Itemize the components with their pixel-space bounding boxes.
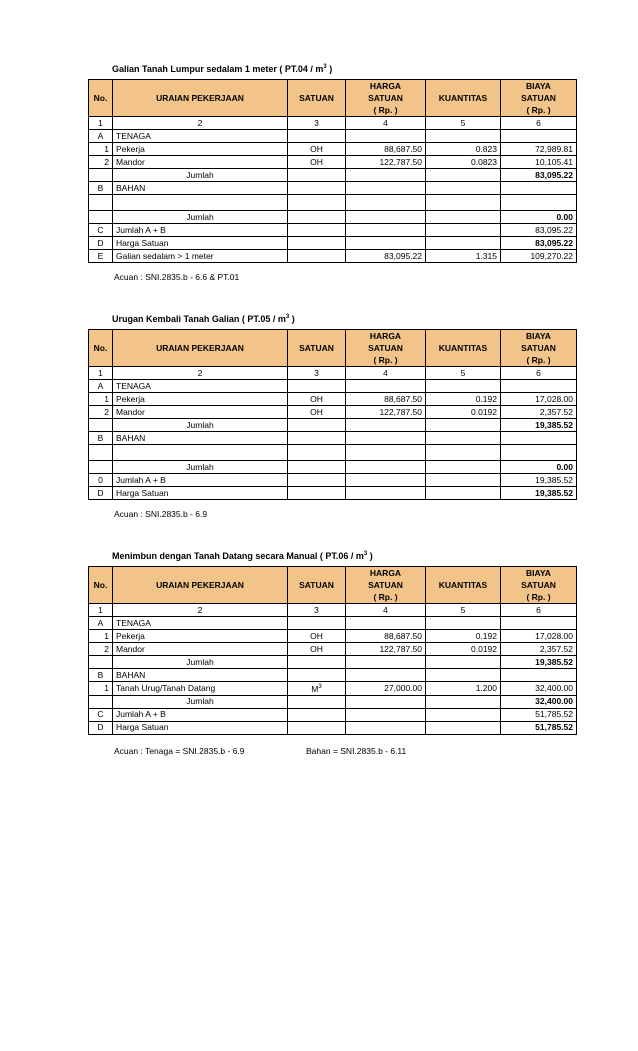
col-num: 4 [346,117,426,130]
empty-cell [288,169,346,182]
hdr-blank [113,591,288,604]
row-biaya: 17,028.00 [501,630,577,643]
table-row [89,406,577,419]
col-num: 1 [89,604,113,617]
hdr-blank [426,591,501,604]
hdr-satuan: SATUAN [288,92,346,104]
row-biaya: 2,357.52 [501,643,577,656]
row-code: B [89,432,113,445]
hdr-uraian: URAIAN PEKERJAAN [113,92,288,104]
row-code: A [89,130,113,143]
table-row [89,474,577,487]
empty-cell [346,487,426,500]
hdr-blank [113,330,288,343]
empty-cell [426,237,501,250]
empty-cell [288,721,346,734]
row-satuan: OH [288,156,346,169]
empty-cell [288,195,346,211]
table-row [89,643,577,656]
section-2-title-sup: 3 [285,314,290,320]
empty-cell [426,432,501,445]
hdr-blank [288,104,346,117]
empty-cell [426,130,501,143]
section-2-table-wrap [88,329,576,500]
empty-cell [288,380,346,393]
row-code: C [89,708,113,721]
empty-cell [501,445,577,461]
section-3-title [112,551,373,561]
unit-sup: 3 [318,684,322,690]
empty-cell [501,195,577,211]
empty-cell [346,237,426,250]
empty-cell [346,380,426,393]
row-biaya: 2,357.52 [501,406,577,419]
hdr-blank [89,330,113,343]
hdr-kuantitas: KUANTITAS [426,92,501,104]
empty-cell [89,169,113,182]
hdr-blank [113,80,288,93]
col-num: 3 [288,604,346,617]
col-num: 4 [346,604,426,617]
hdr-biaya-2: SATUAN [501,92,577,104]
row-code: B [89,182,113,195]
jumlah-label: Jumlah [113,419,288,432]
row-code: B [89,669,113,682]
row-label: Jumlah A + B [113,224,288,237]
empty-cell [426,380,501,393]
empty-cell [426,487,501,500]
hdr-biaya-1: BIAYA [501,567,577,580]
row-label: Harga Satuan [113,237,288,250]
empty-cell [501,130,577,143]
hdr-biaya-1: BIAYA [501,330,577,343]
section-1-table-wrap [88,79,576,263]
col-num: 5 [426,604,501,617]
col-num: 6 [501,367,577,380]
empty-cell [346,182,426,195]
empty-cell [501,617,577,630]
section-1-title-sup: 3 [323,64,327,70]
empty-cell [501,669,577,682]
blank-row [89,445,577,461]
row-code: A [89,380,113,393]
col-num: 2 [113,117,288,130]
section-1-acuan: Acuan : SNI.2835.b - 6.6 & PT.01 [114,272,240,282]
empty-cell [288,224,346,237]
row-label: Mandor [113,156,288,169]
jumlah-label: Jumlah [113,695,288,708]
hdr-harga-3: ( Rp. ) [346,591,426,604]
row-harga: 88,687.50 [346,393,426,406]
hdr-kuantitas: KUANTITAS [426,579,501,591]
jumlah-row [89,169,577,182]
row-harga: 122,787.50 [346,156,426,169]
row-label: BAHAN [113,669,288,682]
row-label: Galian sedalam > 1 meter [113,250,288,263]
row-label: Harga Satuan [113,721,288,734]
empty-cell [288,656,346,669]
jumlah-row [89,211,577,224]
table-row [89,143,577,156]
table-row [89,393,577,406]
empty-cell [426,419,501,432]
column-number-row [89,604,577,617]
section-2-table [88,329,577,500]
row-harga: 83,095.22 [346,250,426,263]
empty-cell [346,669,426,682]
row-harga: 27,000.00 [346,682,426,696]
empty-cell [346,461,426,474]
row-biaya: 72,989.81 [501,143,577,156]
empty-cell [426,617,501,630]
row-biaya: 109,270.22 [501,250,577,263]
row-code: 1 [89,143,113,156]
hdr-harga-2: SATUAN [346,579,426,591]
hdr-uraian: URAIAN PEKERJAAN [113,342,288,354]
section-3-table [88,566,577,735]
row-code: 1 [89,393,113,406]
col-num: 2 [113,367,288,380]
row-label: Pekerja [113,393,288,406]
empty-cell [426,182,501,195]
section-1-title [112,64,332,74]
row-label: Mandor [113,406,288,419]
column-number-row [89,367,577,380]
section-3-title-text: Menimbun dengan Tanah Datang secara Manual ( PT.06 / m [112,551,364,561]
row-kuantitas: 0.192 [426,630,501,643]
section-2-title-text: Urugan Kembali Tanah Galian ( PT.05 / m [112,314,286,324]
hdr-biaya-2: SATUAN [501,342,577,354]
hdr-blank [426,80,501,93]
table-row [89,682,577,696]
empty-cell [346,169,426,182]
row-kuantitas: 0.0823 [426,156,501,169]
section-2-title [112,314,295,324]
empty-cell [288,250,346,263]
row-label: Pekerja [113,143,288,156]
hdr-blank [89,104,113,117]
row-biaya: 19,385.52 [501,487,577,500]
section-3-acuan-bahan: Bahan = SNI.2835.b - 6.11 [306,746,407,756]
jumlah-value: 19,385.52 [501,656,577,669]
row-harga: 88,687.50 [346,630,426,643]
row-biaya: 83,095.22 [501,224,577,237]
empty-cell [288,695,346,708]
empty-cell [288,461,346,474]
empty-cell [426,195,501,211]
row-label: Jumlah A + B [113,708,288,721]
table-row [89,708,577,721]
empty-cell [346,419,426,432]
empty-cell [89,461,113,474]
empty-cell [288,445,346,461]
row-satuan: OH [288,630,346,643]
empty-cell [346,656,426,669]
hdr-blank [426,354,501,367]
row-code: 2 [89,406,113,419]
hdr-blank [426,330,501,343]
col-num: 2 [113,604,288,617]
hdr-blank [288,80,346,93]
row-label: BAHAN [113,432,288,445]
empty-cell [346,474,426,487]
col-num: 5 [426,117,501,130]
jumlah-value: 0.00 [501,211,577,224]
jumlah-value: 83,095.22 [501,169,577,182]
row-label: Tanah Urug/Tanah Datang [113,682,288,696]
table-row [89,237,577,250]
empty-cell [501,182,577,195]
empty-cell [501,432,577,445]
row-biaya: 83,095.22 [501,237,577,250]
section-3-title-sup: 3 [363,551,368,557]
table-row [89,224,577,237]
empty-cell [288,130,346,143]
section-1-title-end: ) [326,64,333,74]
empty-cell [288,708,346,721]
row-label: BAHAN [113,182,288,195]
jumlah-label: Jumlah [113,461,288,474]
table-row [89,380,577,393]
hdr-blank [288,330,346,343]
hdr-harga-1: HARGA [346,567,426,580]
unit-text: M [311,683,319,694]
row-kuantitas: 1.200 [426,682,501,696]
row-satuan [288,682,346,696]
row-label: Jumlah A + B [113,474,288,487]
hdr-blank [113,354,288,367]
hdr-kuantitas: KUANTITAS [426,342,501,354]
empty-cell [89,695,113,708]
row-code: 2 [89,643,113,656]
hdr-satuan: SATUAN [288,342,346,354]
row-biaya: 51,785.52 [501,708,577,721]
jumlah-label: Jumlah [113,656,288,669]
row-biaya: 17,028.00 [501,393,577,406]
row-label: Pekerja [113,630,288,643]
hdr-harga-2: SATUAN [346,342,426,354]
empty-cell [288,237,346,250]
row-label: Harga Satuan [113,487,288,500]
empty-cell [288,419,346,432]
col-num: 5 [426,367,501,380]
blank-row [89,195,577,211]
empty-cell [426,211,501,224]
empty-cell [426,708,501,721]
row-label: TENAGA [113,617,288,630]
col-num: 1 [89,367,113,380]
empty-cell [346,224,426,237]
hdr-blank [113,104,288,117]
section-3-table-wrap [88,566,576,735]
row-satuan: OH [288,143,346,156]
row-code: A [89,617,113,630]
row-kuantitas: 0.823 [426,143,501,156]
jumlah-row [89,695,577,708]
empty-cell [288,487,346,500]
row-biaya: 32,400.00 [501,682,577,696]
section-3-title-end: ) [367,551,373,561]
row-label: Mandor [113,643,288,656]
col-num: 1 [89,117,113,130]
section-2-acuan: Acuan : SNI.2835.b - 6.9 [114,509,208,519]
row-harga: 122,787.50 [346,406,426,419]
hdr-blank [288,354,346,367]
empty-cell [89,445,113,461]
empty-cell [89,195,113,211]
empty-cell [346,432,426,445]
hdr-blank [89,354,113,367]
row-code: D [89,237,113,250]
row-biaya: 19,385.52 [501,474,577,487]
empty-cell [346,721,426,734]
row-harga: 122,787.50 [346,643,426,656]
row-code: 0 [89,474,113,487]
empty-cell [426,656,501,669]
hdr-harga-3: ( Rp. ) [346,354,426,367]
row-code: E [89,250,113,263]
table-row [89,182,577,195]
row-code: 1 [89,682,113,696]
jumlah-row [89,461,577,474]
table-row [89,156,577,169]
table-row [89,487,577,500]
empty-cell [426,669,501,682]
hdr-biaya-2: SATUAN [501,579,577,591]
empty-cell [288,669,346,682]
row-satuan: OH [288,393,346,406]
empty-cell [113,445,288,461]
table-row [89,630,577,643]
empty-cell [288,211,346,224]
empty-cell [288,617,346,630]
table-row [89,130,577,143]
row-code: C [89,224,113,237]
empty-cell [426,461,501,474]
empty-cell [288,432,346,445]
empty-cell [426,474,501,487]
empty-cell [89,656,113,669]
hdr-uraian: URAIAN PEKERJAAN [113,579,288,591]
row-kuantitas: 0.192 [426,393,501,406]
jumlah-row [89,656,577,669]
row-harga: 88,687.50 [346,143,426,156]
row-label: TENAGA [113,130,288,143]
empty-cell [89,211,113,224]
row-kuantitas: 1.315 [426,250,501,263]
hdr-harga-1: HARGA [346,330,426,343]
hdr-harga-2: SATUAN [346,92,426,104]
empty-cell [288,182,346,195]
empty-cell [426,445,501,461]
jumlah-value: 32,400.00 [501,695,577,708]
hdr-blank [288,591,346,604]
empty-cell [426,695,501,708]
col-num: 6 [501,117,577,130]
section-3-acuan: Acuan : Tenaga = SNI.2835.b - 6.9 [114,746,245,756]
empty-cell [346,130,426,143]
hdr-biaya-3: ( Rp. ) [501,104,577,117]
column-number-row [89,117,577,130]
hdr-blank [426,567,501,580]
hdr-blank [288,567,346,580]
empty-cell [288,474,346,487]
empty-cell [346,695,426,708]
row-code: D [89,721,113,734]
hdr-satuan: SATUAN [288,579,346,591]
col-num: 3 [288,117,346,130]
empty-cell [346,195,426,211]
hdr-blank [89,80,113,93]
hdr-harga-3: ( Rp. ) [346,104,426,117]
row-code: 1 [89,630,113,643]
row-satuan: OH [288,643,346,656]
row-biaya: 10,105.41 [501,156,577,169]
col-num: 6 [501,604,577,617]
table-row [89,250,577,263]
col-num: 3 [288,367,346,380]
jumlah-value: 19,385.52 [501,419,577,432]
empty-cell [426,224,501,237]
hdr-no: No. [89,92,113,104]
table-row [89,432,577,445]
section-1-table [88,79,577,263]
empty-cell [426,721,501,734]
empty-cell [346,445,426,461]
hdr-biaya-1: BIAYA [501,80,577,93]
jumlah-label: Jumlah [113,169,288,182]
jumlah-row [89,419,577,432]
empty-cell [346,617,426,630]
hdr-blank [426,104,501,117]
hdr-no: No. [89,342,113,354]
empty-cell [113,195,288,211]
row-satuan: OH [288,406,346,419]
empty-cell [501,380,577,393]
empty-cell [89,419,113,432]
table-row [89,721,577,734]
hdr-blank [113,567,288,580]
hdr-blank [89,567,113,580]
hdr-biaya-3: ( Rp. ) [501,591,577,604]
row-biaya: 51,785.52 [501,721,577,734]
section-1-title-text: Galian Tanah Lumpur sedalam 1 meter ( PT.04 / m [112,64,324,74]
col-num: 4 [346,367,426,380]
table-row [89,669,577,682]
hdr-harga-1: HARGA [346,80,426,93]
row-code: 2 [89,156,113,169]
empty-cell [426,169,501,182]
empty-cell [346,211,426,224]
hdr-blank [89,591,113,604]
row-kuantitas: 0.0192 [426,406,501,419]
jumlah-label: Jumlah [113,211,288,224]
hdr-biaya-3: ( Rp. ) [501,354,577,367]
row-code: D [89,487,113,500]
row-kuantitas: 0.0192 [426,643,501,656]
row-label: TENAGA [113,380,288,393]
section-2-title-end: ) [289,314,295,324]
table-row [89,617,577,630]
empty-cell [346,708,426,721]
hdr-no: No. [89,579,113,591]
jumlah-value: 0.00 [501,461,577,474]
